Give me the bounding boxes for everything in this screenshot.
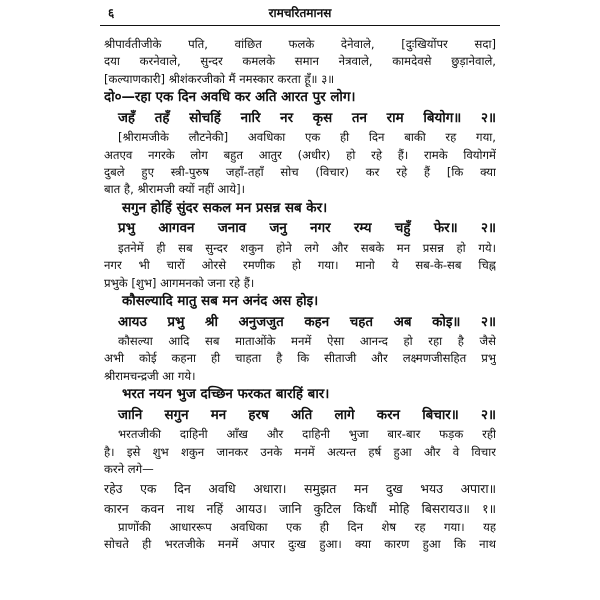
prose-line: श्रीरामचन्द्रजी आ गये।: [104, 368, 196, 383]
prose-line: प्रभुके [शुभ] आगमनको जना रहे हैं।: [104, 275, 255, 290]
prose-line: इतनेमें ही सब सुन्दर शकुन होने लगे और सबके मन प्रसन्न हो गये।: [118, 240, 496, 255]
chaupai-line: कारन कवन नाथ नहिं आयउ। जानि कुटिल किधौं मोहि बिसरायउ॥ १॥: [104, 500, 496, 516]
prose-line: [श्रीरामजीके लौटनेकी] अवधिका एक ही दिन बाकी रह गया,: [118, 130, 496, 145]
prose-line: कौसल्या आदि सब माताओंके मनमें ऐसा आनन्द हो रहा है जैसे: [118, 334, 496, 349]
doha-line: प्रभु आगवन जनाव जनु नगर रम्य चहुँ फेर॥ २॥: [118, 221, 496, 237]
prose-line: दुबले हुए स्त्री-पुरुष जहाँ-तहाँ सोच (विचार) कर रहे हैं [कि क्या: [104, 165, 496, 180]
page-body: [104, 36, 496, 553]
prose-line: सोचते ही भरतजीके मनमें अपार दुःख हुआ। क्या कारण हुआ कि नाथ: [104, 536, 496, 551]
prose-line: दया करनेवाले, सुन्दर कमलके समान नेत्रवाले, कामदेवसे छुड़ानेवाले,: [104, 54, 496, 69]
running-title: रामचरितमानस: [268, 6, 332, 20]
doha-line: कौसल्यादि मातु सब मन अनंद अस होइ।: [122, 294, 319, 310]
doha-line: दो०—रहा एक दिन अवधि कर अति आरत पुर लोग।: [104, 90, 356, 106]
doha-line: आयउ प्रभु श्री अनुजजुत कहन चहत अब कोइ॥ २॥: [118, 314, 496, 330]
doha-line: जहँ तहँ सोचहिं नारि नर कृस तन राम बियोग॥ २॥: [118, 110, 496, 126]
prose-line: अतएव नगरके लोग बहुत आतुर (अधीर) हो रहे हैं। रामके वियोगमें: [104, 147, 496, 162]
prose-line: प्राणोंकी आधाररूप अवधिका एक ही दिन शेष रह गया। यह: [118, 519, 496, 534]
chaupai-line: रहेउ एक दिन अवधि अधारा। समुझत मन दुख भयउ अपारा॥: [104, 480, 496, 496]
prose-line: श्रीपार्वतीजीके पति, वांछित फलके देनेवाले, [दुःखियोंपर सदा]: [104, 37, 496, 51]
prose-line: है। इसे शुभ शकुन जानकर उनके मनमें अत्यन्त हर्ष हुआ और वे विचार: [104, 444, 496, 459]
page-number: ६: [108, 6, 115, 20]
doha-line: भरत नयन भुज दच्छिन फरकत बारहिं बार।: [122, 387, 330, 403]
doha-line: जानि सगुन मन हरष अति लागे करन बिचार॥ २॥: [118, 407, 496, 423]
prose-line: करने लगे—: [104, 462, 154, 477]
prose-line: अभी कोई कहना ही चाहता है कि सीताजी और लक्ष्मणजीसहित प्रभु: [104, 351, 496, 366]
page-header: [100, 4, 500, 24]
prose-line: भरतजीकी दाहिनी आँख और दाहिनी भुजा बार-बार फड़क रही: [118, 427, 496, 442]
prose-line: नगर भी चारों ओरसे रमणीक हो गया। मानो ये सब-के-सब चिह्न: [104, 258, 496, 273]
header-rule: [100, 25, 500, 26]
doha-line: सगुन होहिं सुंदर सकल मन प्रसन्न सब केर।: [122, 200, 328, 216]
prose-line: बात है, श्रीरामजी क्यों नहीं आये]।: [104, 182, 246, 197]
prose-line: [कल्याणकारी] श्रीशंकरजीको मैं नमस्कार करता हूँ॥ ३॥: [104, 71, 335, 86]
